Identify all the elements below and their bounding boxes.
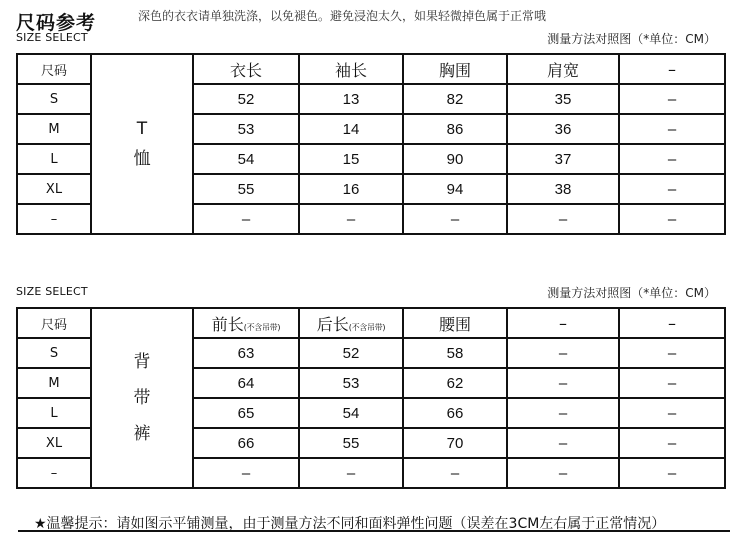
size-label: XL [17,428,91,458]
table-cell: – [619,398,725,428]
table-cell: – [619,428,725,458]
size-label: XL [17,174,91,204]
column-header [299,308,403,338]
table-cell: 94 [403,174,507,204]
category-char: 带 [133,388,151,408]
category-cell [91,54,193,234]
page-title: 尺码参考 [16,12,97,34]
table-cell: 38 [507,174,619,204]
table-cell: – [619,368,725,398]
column-header-note: (不含吊带) [243,322,281,332]
table-cell: – [299,204,403,234]
table-header-row [17,308,725,338]
table-cell: – [619,338,725,368]
table-cell: 62 [403,368,507,398]
column-header: – [507,308,619,338]
table-cell: 14 [299,114,403,144]
table-header-row [17,54,725,84]
table-cell: – [507,398,619,428]
size-label: – [17,204,91,234]
column-header: 衣长 [193,54,299,84]
table-cell: – [619,174,725,204]
table-cell: 64 [193,368,299,398]
category-char: 恤 [133,149,151,169]
column-header-note: (不含吊带) [348,322,386,332]
column-header: 腰围 [403,308,507,338]
table-cell: 16 [299,174,403,204]
table-cell: 70 [403,428,507,458]
table-cell: – [619,458,725,488]
table-cell: – [619,84,725,114]
table-cell: – [193,204,299,234]
column-header: – [619,54,725,84]
table-cell: – [619,114,725,144]
column-header: 肩宽 [507,54,619,84]
table-cell: 86 [403,114,507,144]
column-header: 胸围 [403,54,507,84]
table-cell: 63 [193,338,299,368]
table-cell: 13 [299,84,403,114]
size-label: L [17,144,91,174]
table-cell: – [507,338,619,368]
table-cell: – [403,458,507,488]
size-label: M [17,114,91,144]
table-cell: – [507,204,619,234]
table-cell: 66 [193,428,299,458]
table-cell: 15 [299,144,403,174]
table-cell: – [619,204,725,234]
category-char: 裤 [133,424,151,444]
table-cell: 37 [507,144,619,174]
table-cell: 36 [507,114,619,144]
size-label: M [17,368,91,398]
category-char: T [136,119,148,139]
table-cell: 53 [299,368,403,398]
footer-tip: ★温馨提示：请如图示平铺测量，由于测量方法不同和面料弹性问题（误差在3CM左右属于正常情况） [34,516,666,532]
table-cell: 35 [507,84,619,114]
table-cell: 53 [193,114,299,144]
column-header: 袖长 [299,54,403,84]
category-cell [91,308,193,488]
table-cell: 54 [299,398,403,428]
table-cell: – [507,368,619,398]
measurement-method-label: 测量方法对照图（*单位：CM） [547,286,716,300]
table-cell: – [507,428,619,458]
table-cell: – [299,458,403,488]
size-label: L [17,398,91,428]
column-header: 尺码 [17,54,91,84]
size-label: – [17,458,91,488]
size-label: S [17,338,91,368]
table-cell: 82 [403,84,507,114]
table-cell: 55 [299,428,403,458]
table-cell: 55 [193,174,299,204]
table-cell: – [619,144,725,174]
size-select-label: SIZE SELECT [16,31,88,44]
overalls-size-table [16,307,726,489]
column-header-main: 后长 [316,314,349,334]
table-cell: – [403,204,507,234]
column-header: 尺码 [17,308,91,338]
table-cell: – [193,458,299,488]
table-cell: 52 [299,338,403,368]
table-cell: 90 [403,144,507,174]
size-select-label: SIZE SELECT [16,285,88,298]
table-cell: 65 [193,398,299,428]
table-cell: 52 [193,84,299,114]
tshirt-size-table [16,53,726,235]
column-header [193,308,299,338]
column-header: – [619,308,725,338]
care-note: 深色的衣衣请单独洗涤，以免褪色。避免浸泡太久，如果轻微掉色属于正常哦 [138,9,547,23]
table-cell: – [507,458,619,488]
category-char: 背 [133,352,151,372]
measurement-method-label: 测量方法对照图（*单位：CM） [547,32,716,46]
size-label: S [17,84,91,114]
column-header-main: 前长 [211,314,244,334]
table-cell: 66 [403,398,507,428]
table-cell: 58 [403,338,507,368]
table-cell: 54 [193,144,299,174]
divider [18,530,730,532]
